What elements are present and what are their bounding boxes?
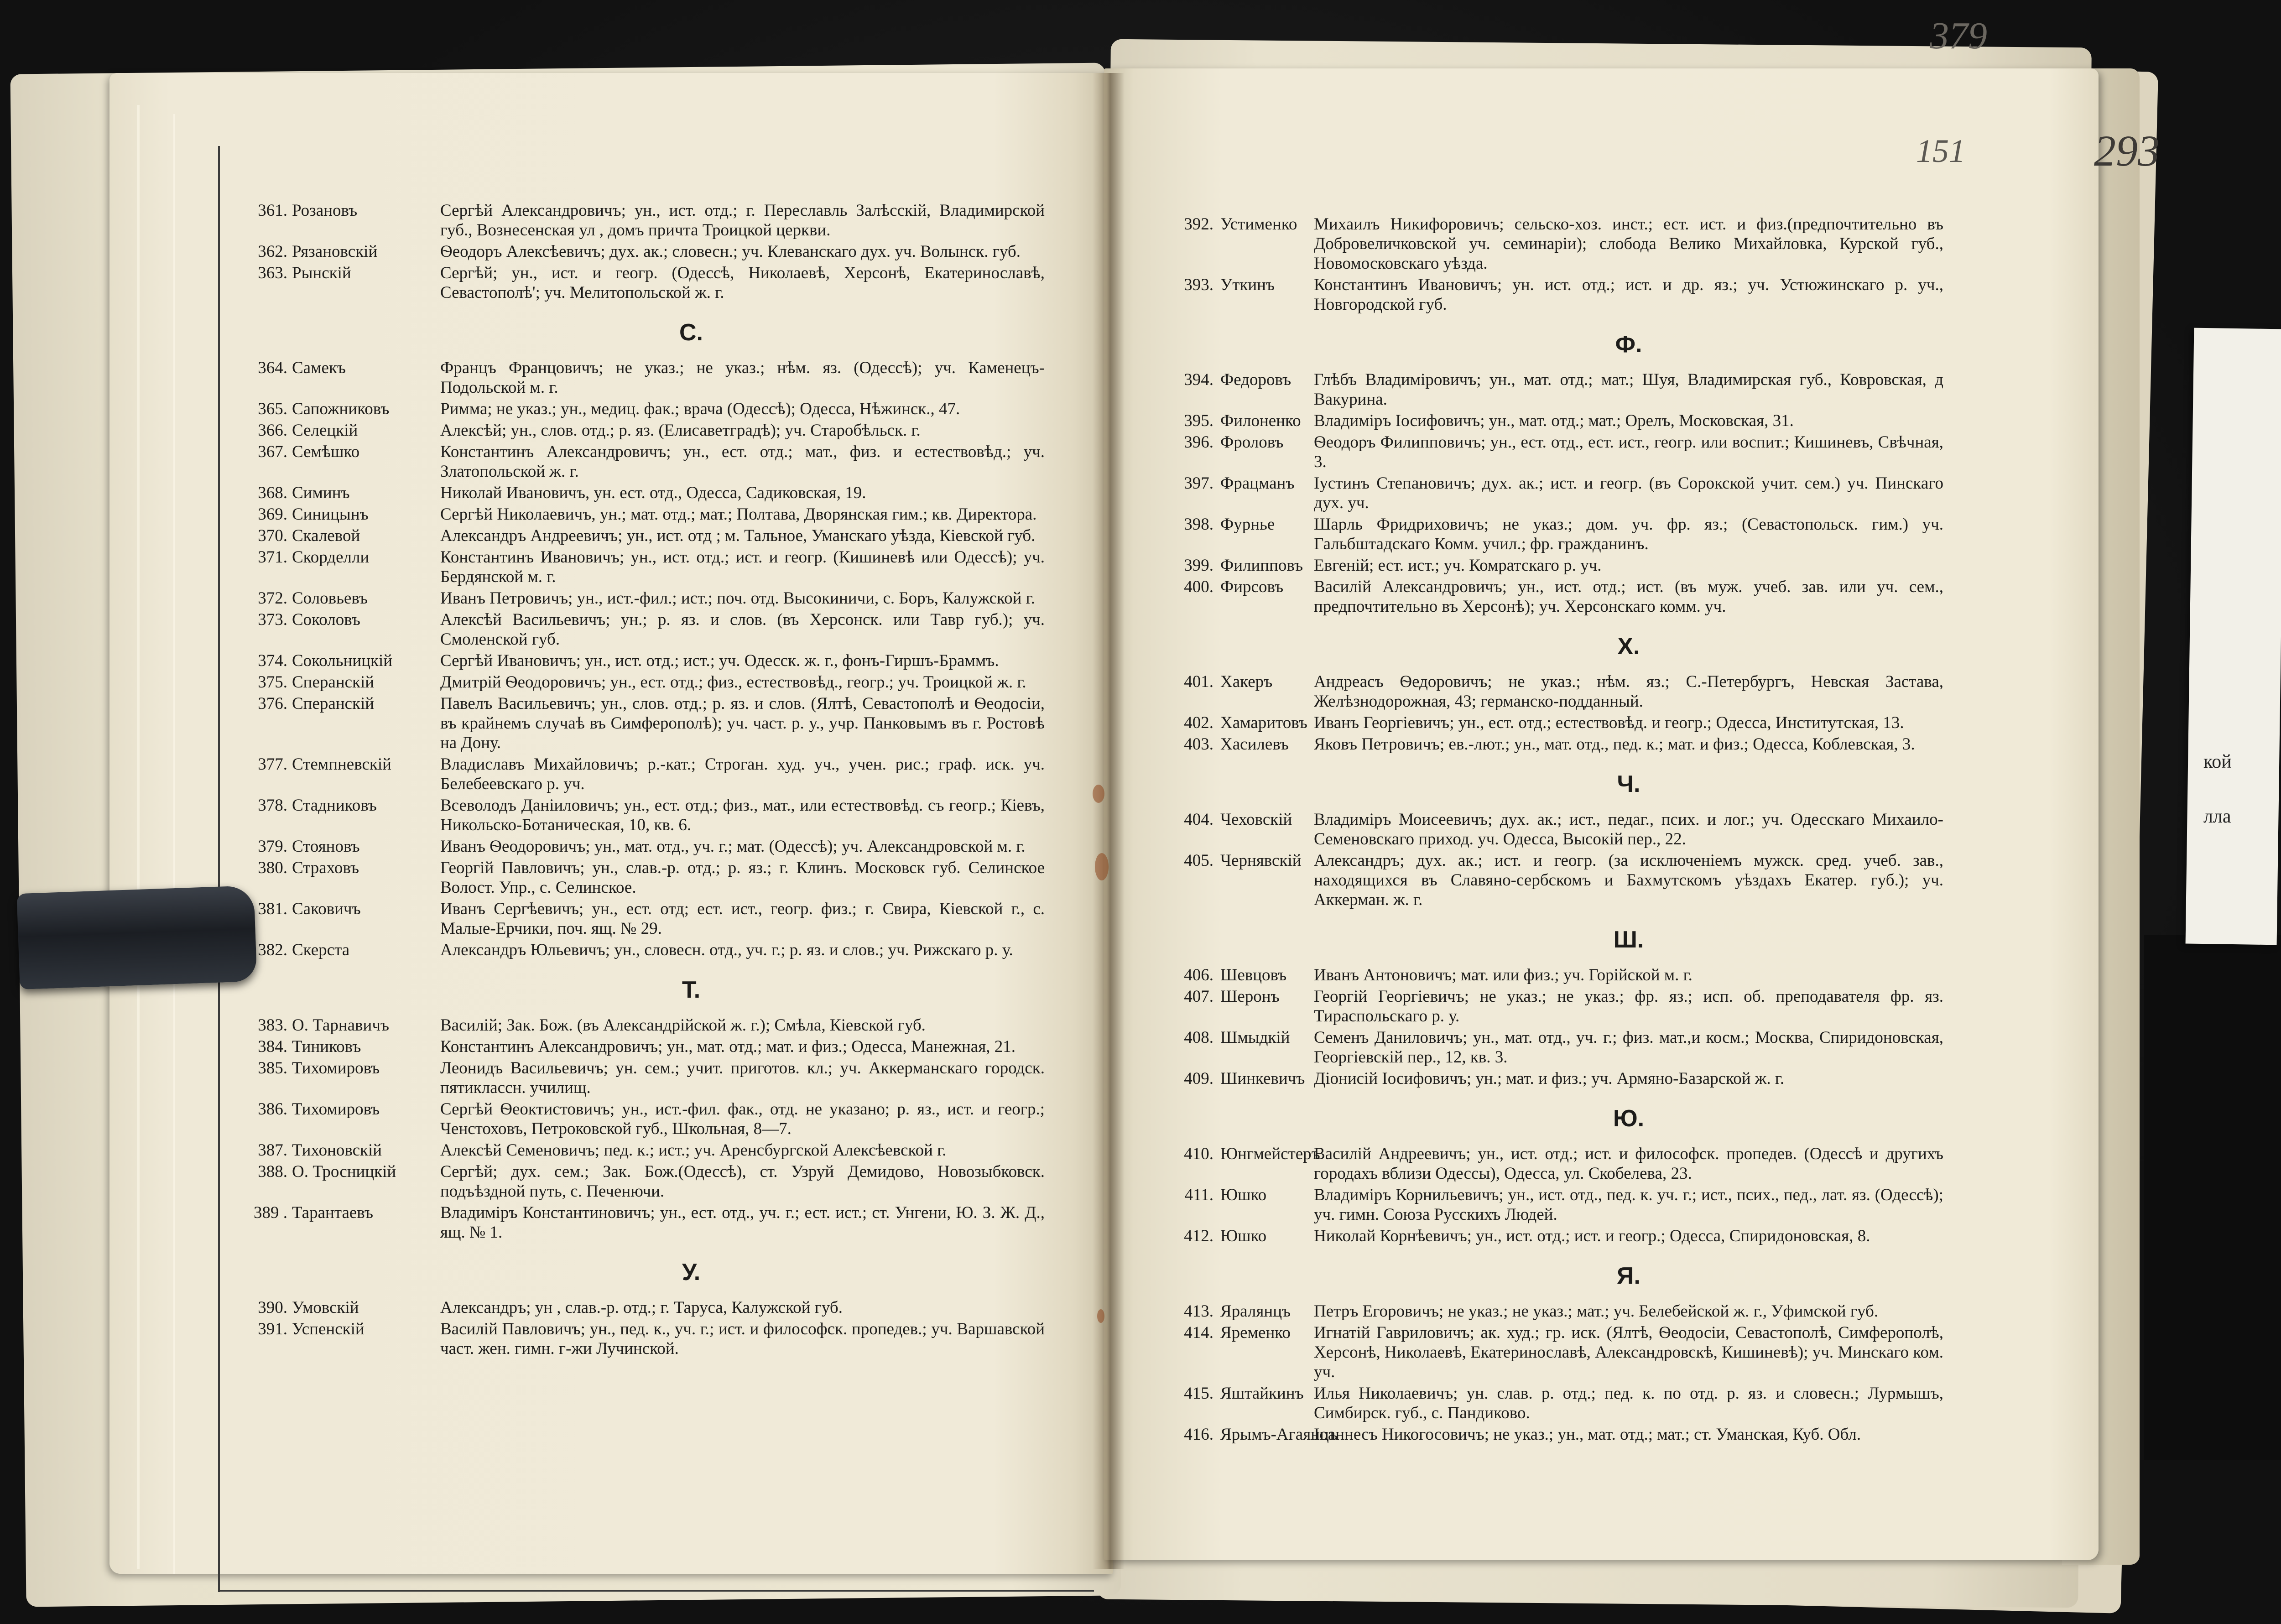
entry-details: Александръ Андреевичъ; ун., ист. отд ; м. Тальное, Уманскаго уѣзда, Кіевской губ. — [440, 526, 1036, 545]
entry-number: 361. — [258, 201, 287, 220]
entry-number: 365. — [258, 400, 287, 418]
entries-group — [1159, 214, 1943, 314]
entry-surname: Устименко — [1220, 215, 1297, 234]
entry-number: 393. — [1184, 276, 1213, 294]
register-entry — [258, 837, 1045, 856]
entry-number: 394. — [1184, 370, 1213, 389]
entry-surname: Фрацманъ — [1220, 474, 1295, 493]
insert-fragment-2: лла — [2203, 806, 2231, 827]
entry-number: 385. — [258, 1059, 287, 1077]
register-entry — [1159, 1069, 1943, 1088]
register-entry — [1159, 1185, 1943, 1224]
folio-number-151: 151 — [1916, 133, 1965, 169]
entry-details: Владиміръ Моисеевичъ; дух. ак.; ист., педаг., псих. и лог.; уч. Одесскаго Михаило-Семеновскаго приход. уч. Одесса, Высокій пер., 22. — [1314, 810, 1943, 848]
register-entry — [1159, 1301, 1943, 1321]
section-heading-t: Т. — [682, 977, 701, 1003]
right-column — [1159, 214, 1943, 1446]
entry-details: Василій; Зак. Бож. (въ Александрійской ж. г.); Смѣла, Кіевской губ. — [440, 1016, 926, 1035]
register-entry — [258, 442, 1045, 481]
left-page-border-line — [218, 146, 220, 1592]
entry-surname: Чернявскій — [1220, 851, 1302, 870]
entry-number: 390. — [258, 1298, 287, 1317]
entries-group — [254, 1015, 1045, 1242]
register-entry — [258, 242, 1045, 261]
entry-details: Василій Андреевичъ; ун., ист. отд.; ист. и философск. пропедев. (Одессѣ и другихъ городахъ вблизи Одессы), Одесса, ул. Скобелева, 23. — [1314, 1145, 1943, 1183]
entry-surname: Соловьевъ — [292, 589, 368, 608]
entry-number: 386. — [258, 1100, 287, 1119]
folio-number-293: 293 — [2094, 126, 2160, 175]
entry-number: 376. — [258, 694, 287, 713]
entry-surname: Сперанскій — [292, 673, 375, 692]
entry-details: Константинъ Ивановичъ; ун. ист. отд.; ист. и др. яз.; уч. Устюжинскаго р. уч., Новгородской губ. — [1314, 276, 1943, 314]
entry-number: 372. — [258, 589, 287, 608]
entry-surname: Рязановскій — [292, 242, 378, 261]
entry-details: Семенъ Даниловичъ; ун., мат. отд., уч. г.; физ. мат.,и косм.; Москва, Спиридоновская, Георгіевскій пер., 12, кв. 3. — [1314, 1028, 1943, 1067]
entry-details: Леонидъ Васильевичъ; ун. сем.; учит. приготов. кл.; уч. Аккерманскаго городск. пятиклассн. училищ. — [440, 1059, 1045, 1097]
entry-surname: Яременко — [1220, 1323, 1291, 1342]
entry-surname: Самекъ — [292, 359, 346, 377]
entry-surname: Сокольницкій — [292, 651, 393, 670]
entry-details: Константинъ Александровичъ; ун., мат. отд.; мат. и физ.; Одесса, Манежная, 21. — [440, 1037, 1016, 1056]
entry-surname: Соколовъ — [292, 610, 360, 629]
inserted-slip — [2186, 328, 2281, 945]
entry-details: Николай Корнѣевичъ; ун., ист. отд.; ист. и геогр.; Одесса, Спиридоновская, 8. — [1314, 1227, 1870, 1245]
entry-surname: Юнгмейстеръ — [1220, 1145, 1320, 1163]
register-entry — [258, 588, 1045, 608]
entry-number: 377. — [258, 755, 287, 774]
entry-surname: Селецкій — [292, 421, 358, 440]
register-entry — [1159, 851, 1943, 910]
entry-surname: Сапожниковъ — [292, 400, 390, 418]
entry-surname: Шевцовъ — [1220, 966, 1287, 984]
entry-number: 379. — [258, 837, 287, 856]
entry-number: 381. — [258, 900, 287, 918]
entry-surname: Скорделли — [292, 548, 370, 567]
entry-details: Иванъ Георгіевичъ; ун., ест. отд.; естествовѣд. и геогр.; Одесса, Институтская, 13. — [1314, 713, 1904, 732]
register-entry — [258, 694, 1045, 753]
entry-number: 371. — [258, 548, 287, 567]
entry-details: Иванъ Сергѣевичъ; ун., ест. отд; ест. ист., геогр. физ.; г. Свира, Кіевской г., с. Малые-Ерчики, поч. ящ. № 29. — [440, 900, 1045, 938]
entry-surname: Тихоновскій — [292, 1141, 382, 1160]
register-entry — [258, 672, 1045, 692]
entry-details: Сергѣй Александровичъ; ун., ист. отд.; г. Переславль Залѣсскій, Владимирской губ., Вознесенская ул , домъ причта Троицкой церкви. — [440, 201, 1045, 239]
entry-details: Римма; не указ.; ун., медиц. фак.; врача (Одессѣ); Одесса, Нѣжинск., 47. — [440, 400, 960, 418]
entry-details: Андреасъ Ѳедоровичъ; не указ.; нѣм. яз.; С.-Петербургъ, Невская Застава, Желѣзнодорожная, 43; германско-подданный. — [1314, 672, 1943, 711]
register-entry — [258, 1058, 1045, 1098]
register-entry — [258, 1015, 1045, 1035]
entry-number: 406. — [1184, 966, 1213, 984]
section-heading-h: Х. — [1617, 633, 1640, 660]
entry-number: 412. — [1184, 1227, 1213, 1245]
entry-number: 384. — [258, 1037, 287, 1056]
entry-surname: Рынскій — [292, 264, 351, 282]
entry-surname: Стемпневскій — [292, 755, 391, 774]
entry-details: Алексѣй; ун., слов. отд.; р. яз. (Елисаветградѣ); уч. Старобѣльск. г. — [440, 421, 921, 440]
archive-page-number: 379 — [1930, 15, 1987, 57]
entry-surname: Федоровъ — [1220, 370, 1292, 389]
entry-surname: Тихомировъ — [292, 1059, 380, 1077]
entry-surname: Фурнье — [1220, 515, 1275, 534]
entry-number: 408. — [1184, 1028, 1213, 1047]
entry-number: 407. — [1184, 987, 1213, 1006]
register-entry — [1159, 370, 1943, 409]
entry-number: 404. — [1184, 810, 1213, 829]
entry-surname: Шинкевичъ — [1220, 1069, 1305, 1088]
register-entry — [258, 1037, 1045, 1057]
left-column — [254, 201, 1045, 1360]
entry-number: 403. — [1184, 735, 1213, 754]
section-heading-u: У. — [682, 1259, 701, 1286]
entry-number: 398. — [1184, 515, 1213, 534]
entries-group — [1159, 965, 1943, 1088]
entry-surname: Семѣшко — [292, 442, 360, 461]
register-entry — [1159, 515, 1943, 554]
entry-number: 416. — [1184, 1425, 1213, 1444]
entry-number: 392. — [1184, 215, 1213, 234]
register-entry — [1159, 214, 1943, 273]
entry-details: Шарль Фридриховичъ; не указ.; дом. уч. фр. яз.; (Севастопольск. гим.) уч. Гальбштадскаго Комм. учил.; фр. гражданинъ. — [1314, 515, 1943, 553]
register-entry — [258, 651, 1045, 671]
entry-details: Сергѣй; ун., ист. и геогр. (Одессѣ, Николаевѣ, Херсонѣ, Екатеринославѣ, Севастополѣ'; уч. Мелитопольской ж. г. — [440, 264, 1045, 302]
entry-details: Александръ; ун , слав.-р. отд.; г. Таруса, Калужской губ. — [440, 1298, 843, 1317]
register-entry — [1159, 965, 1943, 985]
entry-number: 411. — [1184, 1186, 1213, 1204]
entry-details: Глѣбъ Владиміровичъ; ун., мат. отд.; мат.; Шуя, Владимирская губ., Ковровская, д Вакурина. — [1314, 370, 1943, 409]
left-page-bottom-line — [218, 1590, 1094, 1592]
entry-details: Георгій Георгіевичъ; не указ.; не указ.; фр. яз.; исп. об. преподавателя фр. яз. Тираспольскаго р. у. — [1314, 987, 1943, 1025]
register-entry — [1159, 1028, 1943, 1067]
entry-number: 388. — [258, 1162, 287, 1181]
entry-surname: О. Тарнавичъ — [292, 1016, 390, 1035]
entry-surname: Фирсовъ — [1220, 578, 1284, 596]
register-entry — [258, 1140, 1045, 1160]
entry-details: Иванъ Антоновичъ; мат. или физ.; уч. Горійской м. г. — [1314, 966, 1693, 984]
entries-group — [258, 358, 1045, 960]
entry-surname: Чеховскій — [1220, 810, 1292, 829]
entry-details: Иванъ Петровичъ; ун., ист.-фил.; ист.; поч. отд. Высокиничи, с. Боръ, Калужской г. — [440, 589, 1035, 608]
register-entry — [258, 483, 1045, 503]
rust-stain — [1095, 853, 1109, 880]
entry-number: 402. — [1184, 713, 1213, 732]
entry-surname: Уткинъ — [1220, 276, 1275, 294]
entry-details: Ѳеодоръ Филипповичъ; ун., ест. отд., ест. ист., геогр. или воспит.; Кишиневъ, Свѣчная, 3. — [1314, 433, 1943, 471]
section-heading-ch: Ч. — [1617, 771, 1640, 797]
entry-number: 368. — [258, 484, 287, 502]
register-entry — [1159, 1323, 1943, 1382]
entry-number: 405. — [1184, 851, 1213, 870]
section-heading-f: Ф. — [1615, 331, 1642, 358]
register-entry — [1159, 275, 1943, 314]
register-entry — [258, 1319, 1045, 1359]
entry-number: 374. — [258, 651, 287, 670]
entry-details: Василій Павловичъ; ун., пед. к., уч. г.; ист. и философск. пропедев.; уч. Варшавской част. жен. гимн. г-жи Лучинской. — [440, 1320, 1045, 1358]
entry-number: 409. — [1184, 1069, 1213, 1088]
register-entry — [1159, 577, 1943, 616]
entry-details: Георгій Павловичъ; ун., слав.-р. отд.; р. яз.; г. Клинъ. Московск губ. Селинское Волост. Упр., с. Селинское. — [440, 859, 1045, 897]
rust-stain — [1093, 785, 1104, 803]
register-entry — [1159, 1384, 1943, 1423]
entry-surname: Тиниковъ — [292, 1037, 361, 1056]
register-entry — [254, 1203, 1045, 1242]
register-entry — [258, 899, 1045, 938]
register-entry — [1159, 987, 1943, 1026]
entry-number: 399. — [1184, 556, 1213, 575]
entry-details: Сергѣй; дух. сем.; Зак. Бож.(Одессѣ), ст. Узруй Демидово, Новозыбковск. подъѣздной путь, с. Печенючи. — [440, 1162, 1045, 1201]
section-heading-ya: Я. — [1617, 1263, 1640, 1289]
register-entry — [1159, 1144, 1943, 1183]
entry-number: 413. — [1184, 1302, 1213, 1321]
entry-surname: Стояновъ — [292, 837, 360, 856]
entry-number: 370. — [258, 526, 287, 545]
entry-number: 373. — [258, 610, 287, 629]
entry-details: Константинъ Ивановичъ; ун., ист. отд.; ист. и геогр. (Кишиневѣ или Одессѣ); уч. Бердянской м. г. — [440, 548, 1045, 586]
entry-surname: О. Тросницкій — [292, 1162, 396, 1181]
register-entry — [1159, 672, 1943, 711]
register-entry — [1159, 734, 1943, 754]
entry-number: 366. — [258, 421, 287, 440]
entry-number: 395. — [1184, 411, 1213, 430]
section-heading-yu: Ю. — [1613, 1105, 1645, 1132]
register-entry — [258, 755, 1045, 794]
entry-surname: Хасилевъ — [1220, 735, 1289, 754]
section-heading-sh: Ш. — [1613, 927, 1644, 953]
entry-surname: Юшко — [1220, 1186, 1267, 1204]
entry-details: Дмитрій Ѳеодоровичъ; ун., ест. отд.; физ., естествовѣд., геогр.; уч. Троицкой ж. г. — [440, 673, 1026, 692]
entries-group — [1159, 1301, 1943, 1444]
entry-number: 397. — [1184, 474, 1213, 493]
entry-surname: Шеронъ — [1220, 987, 1280, 1006]
entry-details: Владиславъ Михайловичъ; р.-кат.; Строган. худ. уч., учен. рис.; граф. иск. уч. Белебеевскаго р. уч. — [440, 755, 1045, 793]
entry-number: 367. — [258, 442, 287, 461]
register-entry — [258, 610, 1045, 649]
entry-details: Алексѣй Васильевичъ; ун.; р. яз. и слов. (въ Херсонск. или Тавр губ.); уч. Смоленской губ. — [440, 610, 1045, 649]
register-entry — [1159, 432, 1943, 472]
entry-details: Сергѣй Николаевичъ, ун.; мат. отд.; мат.; Полтава, Дворянская гим.; кв. Директора. — [440, 505, 1037, 524]
entries-group — [1159, 810, 1943, 910]
left-page-edge — [173, 114, 175, 1574]
entry-number: 369. — [258, 505, 287, 524]
entry-surname: Розановъ — [292, 201, 358, 220]
section-heading-s: С. — [679, 319, 703, 346]
register-entry — [1159, 1425, 1943, 1444]
entry-number: 378. — [258, 796, 287, 815]
entry-details: Сергѣй Ѳеоктистовичъ; ун., ист.-фил. фак., отд. не указано; р. яз., ист. и геогр.; Ченстоховъ, Петроковской губ., Школьная, 8—7. — [440, 1100, 1045, 1138]
entry-surname: Симинъ — [292, 484, 350, 502]
entry-details: Іустинъ Степановичъ; дух. ак.; ист. и геогр. (въ Сорокской учит. сем.) уч. Пинскаго дух. уч. — [1314, 474, 1943, 512]
entry-surname: Яштайкинъ — [1220, 1384, 1304, 1403]
register-entry — [258, 358, 1045, 397]
register-entry — [258, 547, 1045, 587]
entry-number: 375. — [258, 673, 287, 692]
entry-surname: Хамаритовъ — [1220, 713, 1307, 732]
register-entry — [1159, 810, 1943, 849]
entry-surname: Саковичъ — [292, 900, 361, 918]
entry-details: Алексѣй Семеновичъ; пед. к.; ист.; уч. Аренсбургской Алексѣевской г. — [440, 1141, 947, 1160]
entry-details: Евгеній; ест. ист.; уч. Комратскаго р. уч. — [1314, 556, 1602, 575]
entry-number: 401. — [1184, 672, 1213, 691]
entry-details: Александръ Юльевичъ; ун., словесн. отд., уч. г.; р. яз. и слов.; уч. Рижскаго р. у. — [440, 941, 1013, 959]
entry-details: Илья Николаевичъ; ун. слав. р. отд.; пед. к. по отд. р. яз. и словесн.; Лурмышъ, Симбирск. губ., с. Пандиково. — [1314, 1384, 1943, 1422]
entries-group — [1159, 370, 1943, 616]
entry-number: 380. — [258, 859, 287, 877]
entry-surname: Ярымъ-Агаянцъ — [1220, 1425, 1338, 1444]
entry-surname: Синицынъ — [292, 505, 369, 524]
register-entry — [258, 526, 1045, 546]
entries-group — [1159, 1144, 1943, 1246]
entries-group — [1159, 672, 1943, 754]
entry-number: 389 . — [254, 1203, 287, 1222]
register-entry — [258, 858, 1045, 897]
entry-number: 383. — [258, 1016, 287, 1035]
rust-stain — [1097, 1309, 1104, 1323]
entries-group — [258, 201, 1045, 302]
entry-number: 400. — [1184, 578, 1213, 596]
entry-surname: Скалевой — [292, 526, 360, 545]
inserted-slip-text — [2203, 734, 2232, 844]
entry-surname: Шмыдкій — [1220, 1028, 1290, 1047]
entry-details: Владиміръ Константиновичъ; ун., ест. отд., уч. г.; ест. ист.; ст. Унгени, Ю. З. Ж. Д., ящ. № 1. — [440, 1203, 1045, 1242]
register-entry — [258, 201, 1045, 240]
entry-number: 414. — [1184, 1323, 1213, 1342]
entry-surname: Тихомировъ — [292, 1100, 380, 1119]
entry-number: 362. — [258, 242, 287, 261]
register-entry — [258, 796, 1045, 835]
entry-surname: Яралянцъ — [1220, 1302, 1291, 1321]
register-entry — [258, 505, 1045, 524]
entry-details: Владиміръ Корнильевичъ; ун., ист. отд., пед. к. уч. г.; ист., псих., пед., лат. яз. (Одессѣ); уч. гимн. Союза Русскихъ Людей. — [1314, 1186, 1943, 1224]
entry-surname: Умовскій — [292, 1298, 359, 1317]
entry-details: Ѳеодоръ Алексѣевичъ; дух. ак.; словесн.; уч. Клеванскаго дух. уч. Волынск. губ. — [440, 242, 1021, 261]
book-gutter — [1093, 73, 1125, 1569]
entry-number: 391. — [258, 1320, 287, 1338]
entry-surname: Фроловъ — [1220, 433, 1284, 452]
insert-fragment-1: кой — [2203, 751, 2232, 772]
entry-details: Францъ Францовичъ; не указ.; не указ.; нѣм. яз. (Одессѣ); уч. Каменецъ-Подольской м. г. — [440, 359, 1045, 397]
entry-details: Діонисій Іосифовичъ; ун.; мат. и физ.; уч. Армяно-Базарской ж. г. — [1314, 1069, 1785, 1088]
entry-number: 387. — [258, 1141, 287, 1160]
entry-details: Петръ Егоровичъ; не указ.; не указ.; мат.; уч. Белебейской ж. г., Уфимской губ. — [1314, 1302, 1879, 1321]
entry-details: Константинъ Александровичъ; ун., ест. отд.; мат., физ. и естествовѣд.; уч. Златопольской ж. г. — [440, 442, 1045, 481]
entry-details: Михаилъ Никифоровичъ; сельско-хоз. инст.; ест. ист. и физ.(предпочтительно въ Добровеличковской уч. семинаріи); слобода Велико Михайловка, Курской губ., Новомосковскаго уѣзда. — [1314, 215, 1943, 273]
entry-details: Василій Александровичъ; ун., ист. отд.; ист. (въ муж. учеб. зав. или уч. сем., предпочтительно въ Херсонѣ); уч. Херсонскаго комм. уч. — [1314, 578, 1943, 616]
entry-number: 415. — [1184, 1384, 1213, 1403]
entry-number: 364. — [258, 359, 287, 377]
register-entry — [1159, 1226, 1943, 1246]
register-entry — [258, 940, 1045, 960]
entry-number: 382. — [258, 941, 287, 959]
entry-details: Всеволодъ Даніиловичъ; ун., ест. отд.; физ., мат., или естествовѣд. съ геогр.; Кіевъ, Никольско-Ботаническая, 10, кв. 6. — [440, 796, 1045, 834]
register-entry — [258, 399, 1045, 419]
register-entry — [258, 1162, 1045, 1201]
background-strip — [2144, 935, 2281, 1460]
register-entry — [258, 1099, 1045, 1139]
entry-surname: Страховъ — [292, 859, 359, 877]
left-page-edge — [137, 105, 140, 1569]
entry-details: Игнатій Гавриловичъ; ак. худ.; гр. иск. (Ялтѣ, Ѳеодосіи, Севастополѣ, Симферополѣ, Херсонѣ, Николаевѣ, Екатеринославѣ, Александровскѣ, Кишиневѣ); уч. Минскаго ком. уч. — [1314, 1323, 1943, 1381]
entry-number: 410. — [1184, 1145, 1213, 1163]
entry-details: Николай Ивановичъ, ун. ест. отд., Одесса, Садиковская, 19. — [440, 484, 866, 502]
entry-surname: Сперанскій — [292, 694, 375, 713]
entry-number: 396. — [1184, 433, 1213, 452]
entry-surname: Тарантаевъ — [292, 1203, 373, 1222]
entry-details: Иванъ Ѳеодоровичъ; ун., мат. отд., уч. г.; мат. (Одессѣ); уч. Александровской м. г. — [440, 837, 1026, 856]
register-entry — [258, 263, 1045, 302]
entry-details: Владиміръ Іосифовичъ; ун., мат. отд.; мат.; Орелъ, Московская, 31. — [1314, 411, 1794, 430]
entry-surname: Стадниковъ — [292, 796, 377, 815]
register-entry — [1159, 411, 1943, 431]
entry-surname: Юшко — [1220, 1227, 1267, 1245]
entry-surname: Хакеръ — [1220, 672, 1273, 691]
entry-number: 363. — [258, 264, 287, 282]
register-entry — [1159, 556, 1943, 575]
black-binding-tab — [16, 885, 257, 989]
entry-surname: Успенскій — [292, 1320, 365, 1338]
entry-surname: Скерста — [292, 941, 350, 959]
register-entry — [258, 421, 1045, 440]
entry-surname: Филипповъ — [1220, 556, 1303, 575]
entry-details: Сергѣй Ивановичъ; ун., ист. отд.; ист.; уч. Одесск. ж. г., фонъ-Гиршъ-Браммъ. — [440, 651, 999, 670]
entries-group — [258, 1298, 1045, 1359]
register-entry — [258, 1298, 1045, 1317]
entry-details: Александръ; дух. ак.; ист. и геогр. (за исключеніемъ мужск. сред. учеб. зав., находящихся въ Славяно-сербскомъ и Бахмутскомъ уѣздахъ Екатер. губ.); уч. Аккерман. ж. г. — [1314, 851, 1943, 909]
entry-surname: Филоненко — [1220, 411, 1301, 430]
register-entry — [1159, 474, 1943, 513]
entry-details: Іоаннесъ Никогосовичъ; не указ.; ун., мат. отд.; мат.; ст. Уманская, Куб. Обл. — [1314, 1425, 1861, 1444]
entry-details: Павелъ Васильевичъ; ун., слов. отд.; р. яз. и слов. (Ялтѣ, Севастополѣ и Ѳеодосіи, въ крайнемъ случаѣ въ Симферополѣ); уч. част. р. у., учр. Панковымъ въ г. Ростовѣ на Дону. — [440, 694, 1045, 752]
register-entry — [1159, 713, 1943, 733]
entry-details: Яковъ Петровичъ; ев.-лют.; ун., мат. отд., пед. к.; мат. и физ.; Одесса, Коблевская, 3. — [1314, 735, 1915, 754]
